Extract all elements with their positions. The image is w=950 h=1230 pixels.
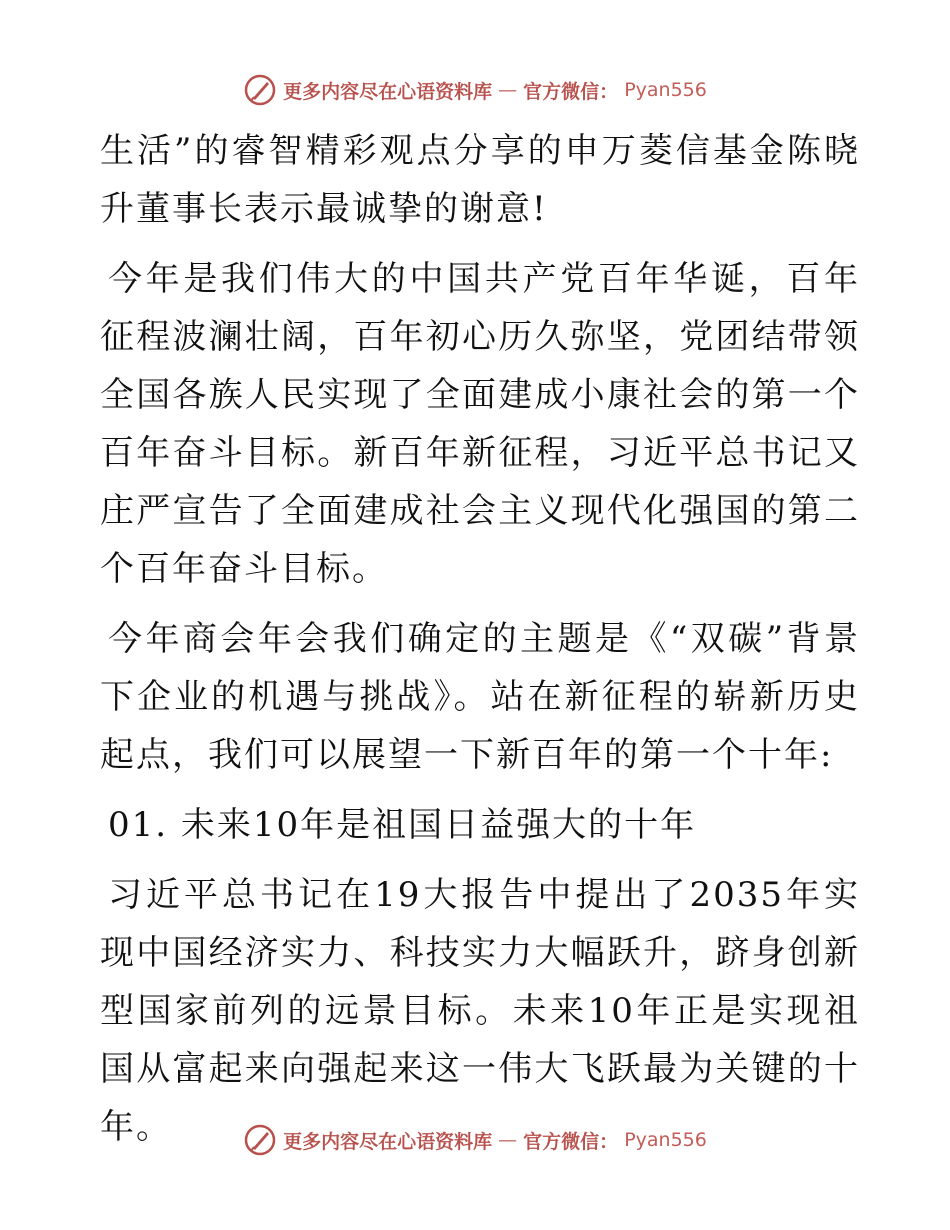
- banner-text: 更多内容尽在心语资料库: [283, 80, 493, 103]
- banner-official-label: 官方微信：: [523, 80, 619, 103]
- paragraph-2: 今年是我们伟大的中国共产党百年华诞，百年征程波澜壮阔，百年初心历久弥坚，党团结带领全国各族人民实现了全面建成小康社会的第一个百年奋斗目标。新百年新征程，习近平总书记又庄严宣告了全面建成社会主义现代化强国的第二个百年奋斗目标。: [100, 259, 860, 589]
- banner-separator: —: [498, 1129, 518, 1151]
- banner-brand: Pyan556: [624, 79, 707, 101]
- footer-watermark-banner: [0, 1120, 950, 1160]
- feather-pen-icon: [243, 1123, 277, 1157]
- paragraph-1: 生活”的睿智精彩观点分享的申万菱信基金陈晓升董事长表示最诚挚的谢意!: [100, 131, 860, 229]
- paragraph-4: 习近平总书记在19大报告中提出了2035年实现中国经济实力、科技实力大幅跃升，跻身创新型国家前列的远景目标。未来10年正是实现祖国从富起来向强起来这一伟大飞跃最为关键的十年。: [100, 875, 860, 1147]
- header-watermark-banner: [0, 70, 950, 110]
- section-heading: 01. 未来10年是祖国日益强大的十年: [108, 805, 697, 845]
- banner-official-label: 官方微信：: [523, 1130, 619, 1153]
- document-body: [100, 122, 860, 1156]
- banner-brand: Pyan556: [624, 1129, 707, 1151]
- banner-text: 更多内容尽在心语资料库: [283, 1130, 493, 1153]
- banner-separator: —: [498, 79, 518, 101]
- feather-pen-icon: [243, 73, 277, 107]
- paragraph-3: 今年商会年会我们确定的主题是《“双碳”背景下企业的机遇与挑战》。站在新征程的崭新历史起点，我们可以展望一下新百年的第一个十年:: [100, 619, 860, 775]
